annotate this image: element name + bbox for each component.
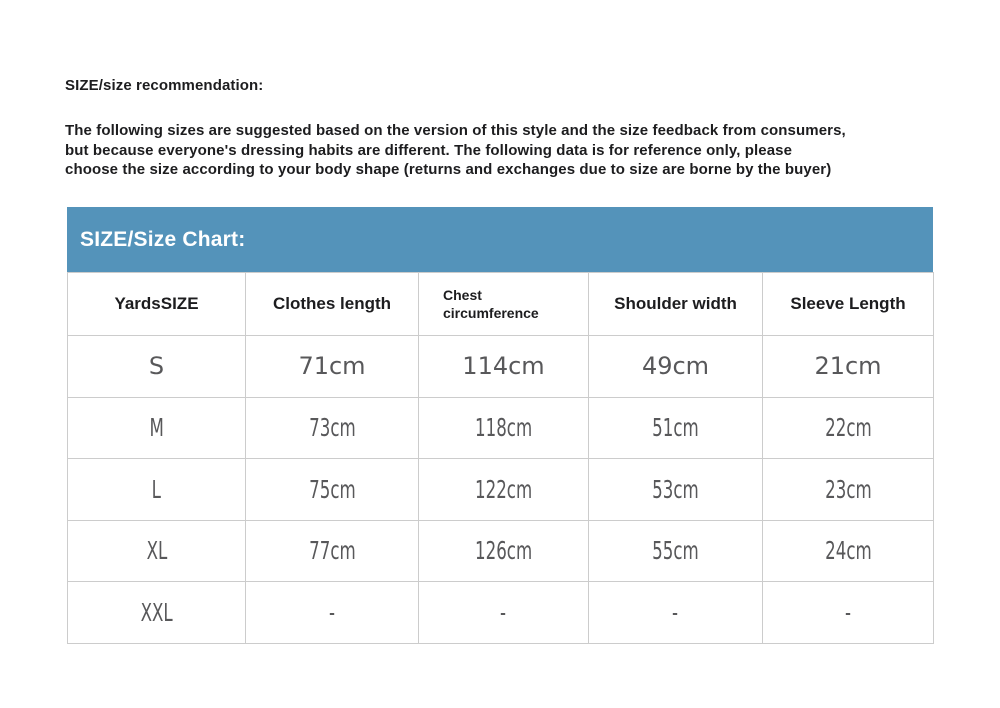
column-header-clothes-length: Clothes length <box>246 273 419 336</box>
column-header-sleeve-length: Sleeve Length <box>763 273 934 336</box>
cell-size: L <box>68 459 246 521</box>
cell-sleeve-length: 21cm <box>763 336 934 398</box>
cell-clothes-length: - <box>246 582 419 644</box>
cell-clothes-length: 75cm <box>246 459 419 521</box>
column-header-size: YardsSIZE <box>68 273 246 336</box>
intro-line: but because everyone's dressing habits are different. The following data is for reference only, please <box>65 141 793 159</box>
size-table <box>67 272 934 644</box>
cell-size: S <box>68 336 246 398</box>
cell-sleeve-length: 22cm <box>763 397 934 459</box>
page-title: SIZE/size recommendation: <box>65 77 264 94</box>
cell-chest-circumference: 114cm <box>419 336 589 398</box>
table-row-size-xl <box>68 520 934 582</box>
cell-clothes-length: 71cm <box>246 336 419 398</box>
table-row-size-m <box>68 397 934 459</box>
table-header-row <box>68 273 934 336</box>
cell-shoulder-width: 55cm <box>589 520 763 582</box>
cell-shoulder-width: 49cm <box>589 336 763 398</box>
cell-shoulder-width: 53cm <box>589 459 763 521</box>
intro-line: choose the size according to your body shape (returns and exchanges due to size are borne by the buyer) <box>65 161 832 178</box>
size-chart-title: SIZE/Size Chart: <box>80 227 246 251</box>
cell-sleeve-length: 24cm <box>763 520 934 582</box>
cell-chest-circumference: 126cm <box>419 520 589 582</box>
cell-shoulder-width: - <box>589 582 763 644</box>
column-header-chest-circumference: Chest circumference <box>419 273 589 336</box>
table-row-size-xxl <box>68 582 934 644</box>
intro-line: The following sizes are suggested based on the version of this style and the size feedback from consumers, <box>65 122 846 139</box>
intro-paragraph <box>65 121 846 180</box>
cell-clothes-length: 77cm <box>246 520 419 582</box>
cell-clothes-length: 73cm <box>246 397 419 459</box>
cell-size: XXL <box>68 582 246 644</box>
cell-sleeve-length: - <box>763 582 934 644</box>
table-row-size-l <box>68 459 934 521</box>
size-chart-section <box>67 207 933 644</box>
column-header-shoulder-width: Shoulder width <box>589 273 763 336</box>
size-chart-title-bar <box>67 207 933 272</box>
cell-size: XL <box>68 520 246 582</box>
cell-chest-circumference: 118cm <box>419 397 589 459</box>
cell-size: M <box>68 397 246 459</box>
cell-chest-circumference: 122cm <box>419 459 589 521</box>
table-row-size-s <box>68 336 934 398</box>
cell-sleeve-length: 23cm <box>763 459 934 521</box>
cell-chest-circumference: - <box>419 582 589 644</box>
cell-shoulder-width: 51cm <box>589 397 763 459</box>
